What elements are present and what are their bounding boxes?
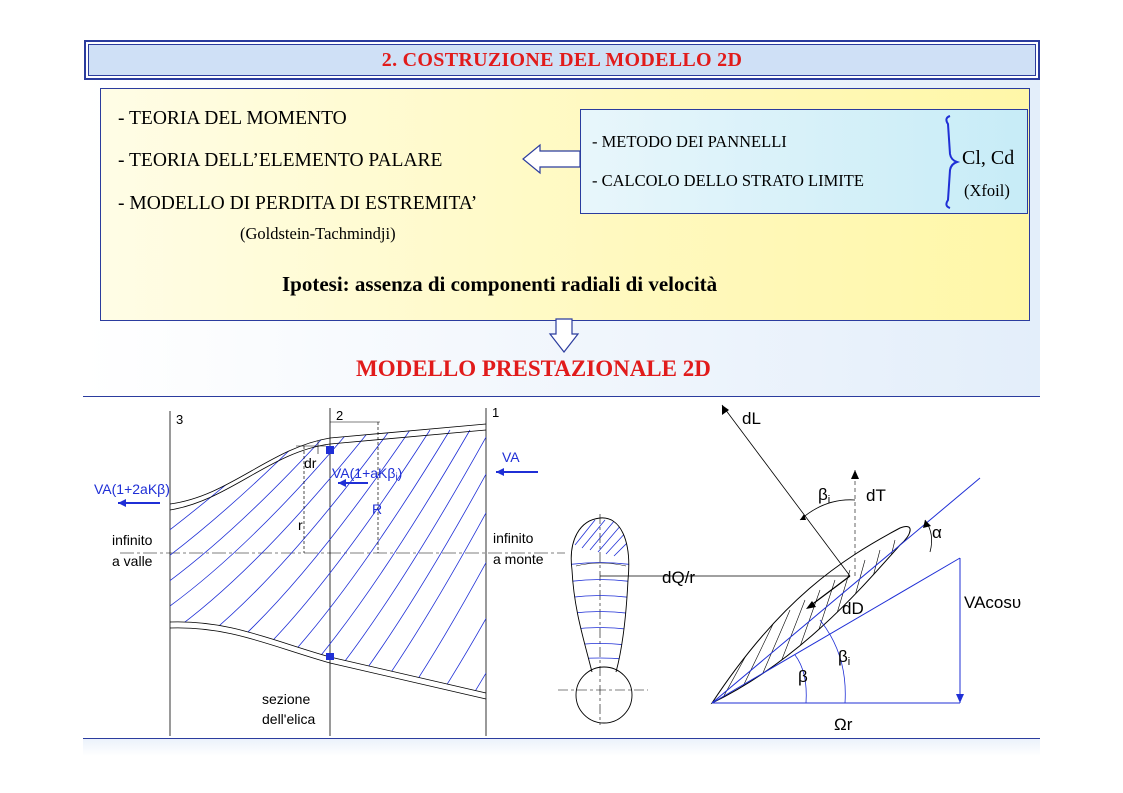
- dq-label: dQ/r: [662, 568, 696, 587]
- dr-label: dr: [304, 455, 317, 471]
- arrow-left-icon: [496, 468, 504, 476]
- arrow-down-icon: [956, 694, 964, 703]
- coefficients-label: Cl, Cd: [962, 147, 1015, 169]
- theory-blade-element: - TEORIA DELL’ELEMENTO PALARE: [118, 150, 443, 171]
- velocity-triangle: [712, 405, 1021, 734]
- theory-tip-loss: - MODELLO DI PERDITA DI ESTREMITA’: [118, 193, 478, 214]
- arrow-down-icon: [550, 319, 578, 352]
- va-upstream-label: VA: [502, 449, 520, 465]
- va-downstream-label: VA(1+2aKβ): [94, 481, 170, 497]
- beta-i-bottom-label: βi: [838, 647, 851, 668]
- separator-bottom: [83, 738, 1040, 739]
- downstream-label-2: a valle: [112, 553, 153, 569]
- upstream-label-2: a monte: [493, 551, 544, 567]
- section-2-label: 2: [336, 408, 344, 423]
- diagrams: [0, 397, 1123, 737]
- slide-title: 2. COSTRUZIONE DEL MODELLO 2D: [381, 48, 743, 71]
- beta-label: β: [798, 667, 808, 686]
- tangential-velocity-label: Ωr: [834, 715, 853, 734]
- va-disk-label: VA(1+aKβi): [332, 465, 403, 483]
- method-boundary-layer: - CALCOLO DELLO STRATO LIMITE: [592, 171, 864, 190]
- alpha-label: α: [932, 523, 942, 542]
- axial-velocity-label: VAcosυ: [964, 593, 1022, 612]
- arrow-left-icon: [523, 145, 580, 173]
- method-panels: - METODO DEI PANNELLI: [592, 132, 787, 151]
- theory-reference: (Goldstein-Tachmindji): [240, 224, 396, 243]
- footer-background: [83, 738, 1040, 756]
- beta-i-top-label: βi: [818, 485, 831, 506]
- arrow-left-icon: [118, 499, 126, 507]
- drag-label: dD: [842, 599, 864, 618]
- section-3-label: 3: [176, 412, 184, 427]
- propeller-section-label-2: dell'elica: [262, 711, 316, 727]
- upstream-label-1: infinito: [493, 530, 534, 546]
- thrust-label: dT: [866, 486, 886, 505]
- downstream-label-1: infinito: [112, 532, 153, 548]
- tool-label: (Xfoil): [964, 181, 1010, 200]
- hypothesis: Ipotesi: assenza di componenti radiali di velocità: [282, 272, 718, 296]
- model-title: MODELLO PRESTAZIONALE 2D: [356, 356, 711, 381]
- R-label: R: [372, 501, 383, 517]
- section-1-label: 1: [492, 405, 500, 420]
- r-label: r: [298, 517, 303, 533]
- propeller-section-label-1: sezione: [262, 691, 311, 707]
- lift-label: dL: [742, 409, 761, 428]
- streamtube-diagram: [94, 405, 610, 737]
- brace-icon: [946, 116, 957, 208]
- theory-momentum: - TEORIA DEL MOMENTO: [118, 108, 347, 129]
